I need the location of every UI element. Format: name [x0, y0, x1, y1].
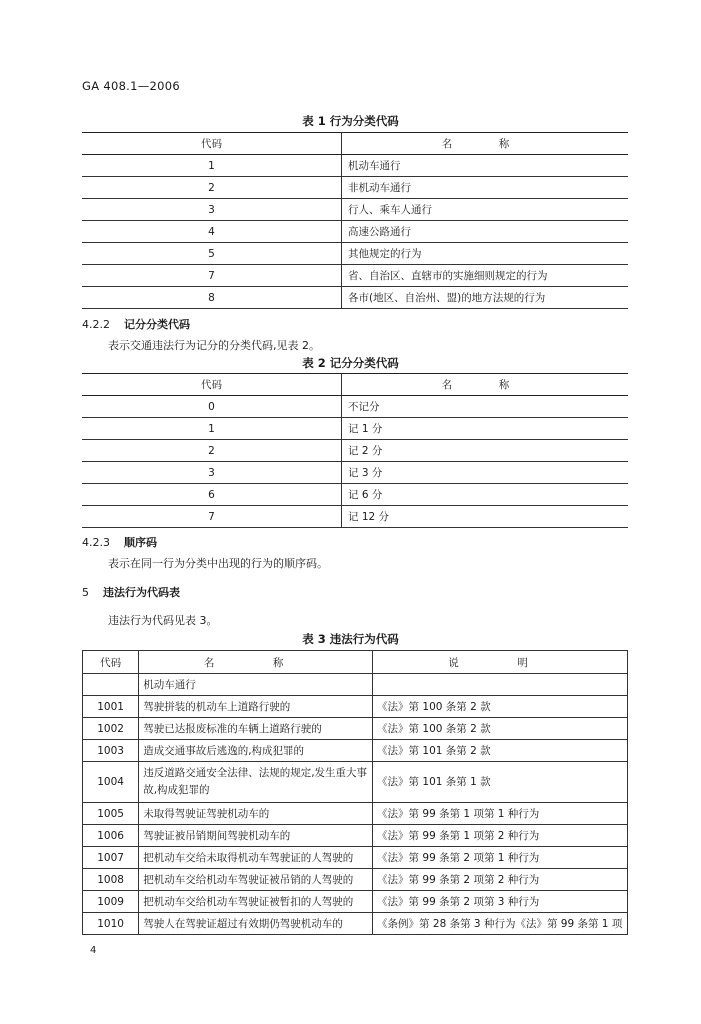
table-row: [82, 396, 628, 418]
table-cell: 3: [82, 199, 342, 221]
table-row: [83, 913, 628, 935]
table-cell: 行人、乘车人通行: [342, 199, 629, 221]
table-cell: 各市(地区、自治州、盟)的地方法规的行为: [342, 287, 629, 309]
table-cell: 把机动车交给机动车驾驶证被吊销的人驾驶的: [139, 869, 373, 891]
table-row: [83, 891, 628, 913]
section-heading: [82, 316, 190, 332]
table-cell: 《法》第 99 条第 2 项第 2 种行为: [373, 869, 628, 891]
table-cell: 1007: [83, 847, 139, 869]
table-row: [82, 177, 628, 199]
table-cell: [83, 674, 139, 696]
table-cell: 7: [82, 506, 342, 528]
table-cell: 5: [82, 243, 342, 265]
table-group-row: [83, 674, 628, 696]
table-row: [83, 696, 628, 718]
table-cell: 1: [82, 418, 342, 440]
column-header: 名 称: [342, 133, 629, 155]
section-title: 顺序码: [124, 536, 157, 549]
column-header: 代码: [83, 651, 139, 674]
table-header-row: [82, 133, 628, 155]
table-row: [83, 740, 628, 762]
table-cell: 4: [82, 221, 342, 243]
section-heading: [82, 584, 180, 600]
column-header: 代码: [82, 133, 342, 155]
table-row: [82, 484, 628, 506]
table-cell: 1006: [83, 825, 139, 847]
table-row: [82, 199, 628, 221]
table-cell: 其他规定的行为: [342, 243, 629, 265]
section-heading: [82, 534, 157, 550]
table3: [82, 650, 628, 935]
table-cell: 0: [82, 396, 342, 418]
table-cell: 《法》第 99 条第 1 项第 2 种行为: [373, 825, 628, 847]
table-cell: 1002: [83, 718, 139, 740]
table-row: [82, 265, 628, 287]
section-number: 4.2.2: [82, 318, 110, 331]
table-cell: 1010: [83, 913, 139, 935]
table-cell: 非机动车通行: [342, 177, 629, 199]
table-row: [82, 221, 628, 243]
table-cell: 《法》第 100 条第 2 款: [373, 718, 628, 740]
table-cell: 机动车通行: [342, 155, 629, 177]
table-row: [83, 847, 628, 869]
table-row: [82, 418, 628, 440]
paragraph: 表示在同一行为分类中出现的行为的顺序码。: [108, 557, 328, 570]
table-cell: 记 1 分: [342, 418, 629, 440]
table-cell: 《条例》第 28 条第 3 种行为《法》第 99 条第 1 项: [373, 913, 628, 935]
table-cell: 未取得驾驶证驾驶机动车的: [139, 803, 373, 825]
table-cell: 记 2 分: [342, 440, 629, 462]
table-cell: 记 6 分: [342, 484, 629, 506]
section-number: 5: [82, 586, 89, 599]
table-cell: 2: [82, 177, 342, 199]
table-row: [82, 287, 628, 309]
table-cell: 《法》第 101 条第 2 款: [373, 740, 628, 762]
paragraph: 表示交通违法行为记分的分类代码,见表 2。: [108, 339, 320, 352]
table-header-row: [83, 651, 628, 674]
page-number: 4: [90, 945, 97, 956]
table-cell: [373, 674, 628, 696]
table2-caption: 表 2 记分分类代码: [302, 356, 399, 370]
table-row: [83, 803, 628, 825]
section-title: 记分分类代码: [124, 318, 190, 331]
table-cell: 《法》第 101 条第 1 款: [373, 762, 628, 803]
table-cell: 1009: [83, 891, 139, 913]
column-header: 说 明: [373, 651, 628, 674]
table-cell: 1004: [83, 762, 139, 803]
table1: [82, 132, 628, 309]
table-cell: 《法》第 99 条第 2 项第 3 种行为: [373, 891, 628, 913]
table2: [82, 373, 628, 528]
table-row: [83, 825, 628, 847]
table-cell: 不记分: [342, 396, 629, 418]
paragraph: 违法行为代码见表 3。: [108, 614, 218, 627]
table-cell: 驾驶已达报废标准的车辆上道路行驶的: [139, 718, 373, 740]
section-title: 违法行为代码表: [103, 586, 180, 599]
table-row: [82, 155, 628, 177]
table-cell: 记 3 分: [342, 462, 629, 484]
table-row: [82, 462, 628, 484]
table-cell: 驾驶拼装的机动车上道路行驶的: [139, 696, 373, 718]
table-cell: 违反道路交通安全法律、法规的规定,发生重大事故,构成犯罪的: [139, 762, 373, 803]
table-cell: 6: [82, 484, 342, 506]
table-cell: 把机动车交给机动车驾驶证被暂扣的人驾驶的: [139, 891, 373, 913]
table-cell: 《法》第 99 条第 1 项第 1 种行为: [373, 803, 628, 825]
table-row: [82, 506, 628, 528]
table-cell: 把机动车交给未取得机动车驾驶证的人驾驶的: [139, 847, 373, 869]
document-id: GA 408.1—2006: [82, 79, 181, 93]
table-cell: 1001: [83, 696, 139, 718]
table-cell: 省、自治区、直辖市的实施细则规定的行为: [342, 265, 629, 287]
group-label: 机动车通行: [139, 674, 373, 696]
table-cell: 2: [82, 440, 342, 462]
table-row: [83, 869, 628, 891]
table-cell: 记 12 分: [342, 506, 629, 528]
table-cell: 7: [82, 265, 342, 287]
table-header-row: [82, 374, 628, 396]
section-number: 4.2.3: [82, 536, 110, 549]
table-row: [82, 243, 628, 265]
table-cell: 1003: [83, 740, 139, 762]
column-header: 代码: [82, 374, 342, 396]
table-cell: 驾驶人在驾驶证超过有效期仍驾驶机动车的: [139, 913, 373, 935]
table-cell: 1005: [83, 803, 139, 825]
table-row: [83, 762, 628, 803]
column-header: 名 称: [139, 651, 373, 674]
table1-caption: 表 1 行为分类代码: [302, 114, 399, 128]
table-cell: 高速公路通行: [342, 221, 629, 243]
table-cell: 《法》第 99 条第 2 项第 1 种行为: [373, 847, 628, 869]
table-row: [83, 718, 628, 740]
table-cell: 8: [82, 287, 342, 309]
table-cell: 《法》第 100 条第 2 款: [373, 696, 628, 718]
table-cell: 造成交通事故后逃逸的,构成犯罪的: [139, 740, 373, 762]
table-cell: 1: [82, 155, 342, 177]
table-row: [82, 440, 628, 462]
table-cell: 1008: [83, 869, 139, 891]
table-cell: 驾驶证被吊销期间驾驶机动车的: [139, 825, 373, 847]
table3-caption: 表 3 违法行为代码: [302, 632, 399, 646]
column-header: 名 称: [342, 374, 629, 396]
table-cell: 3: [82, 462, 342, 484]
